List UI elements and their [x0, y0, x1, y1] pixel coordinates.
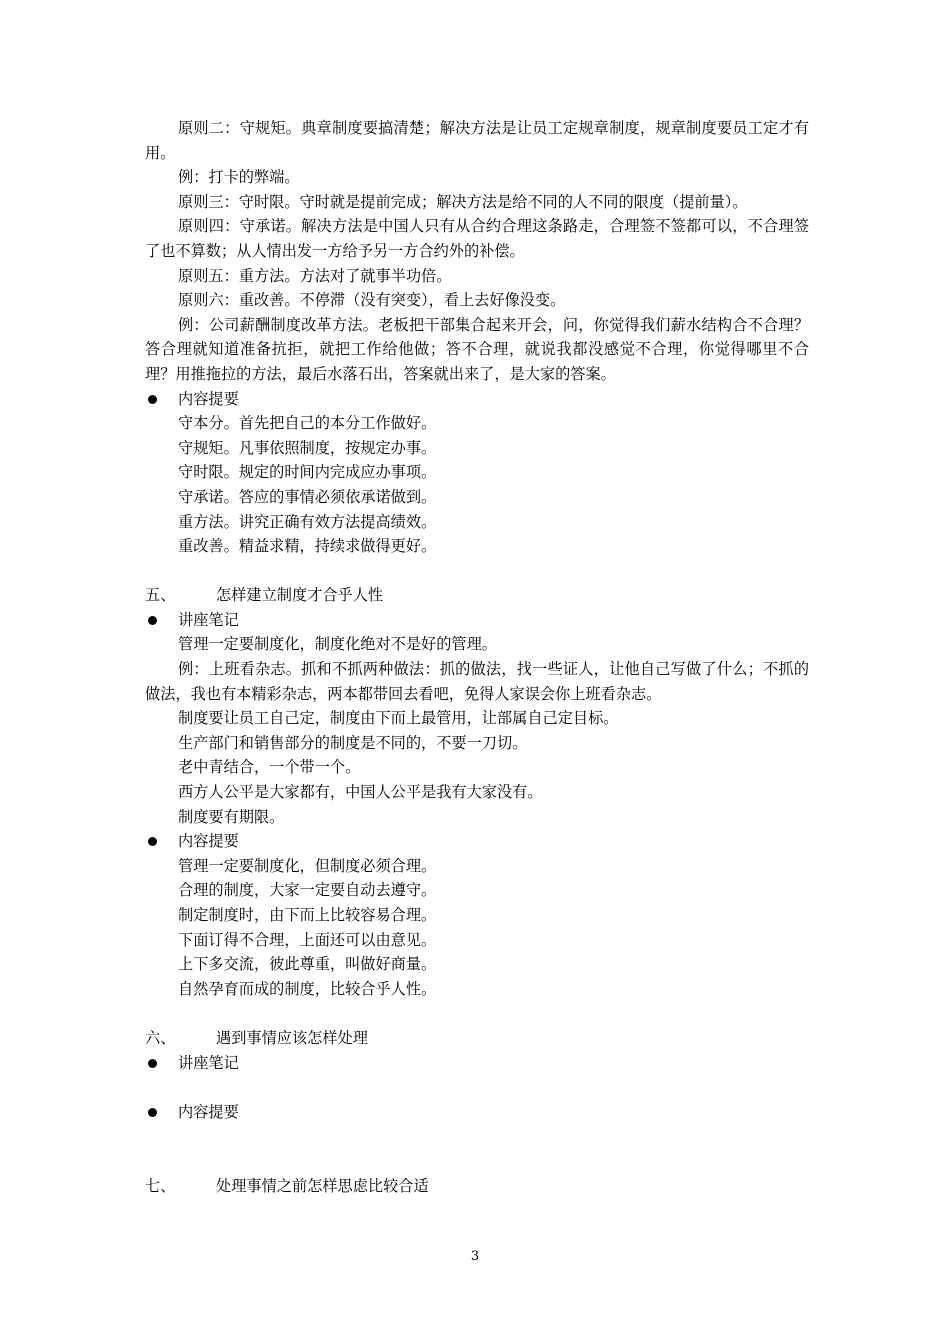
spacer [145, 559, 809, 584]
principle-three: 原则三：守时限。守时就是提前完成；解决方法是给不同的人不同的限度（提前量）。 [178, 192, 748, 211]
note-item: 例：上班看杂志。抓和不抓两种做法：抓的做法，找一些证人，让他自己写做了什么；不抓的做法，我也有本精彩杂志，两本都带回去看吧，免得人家误会你上班看杂志。 [145, 660, 809, 703]
note-item: 生产部门和销售部分的制度是不同的，不要一刀切。 [178, 733, 528, 752]
summary-item: 自然孕育而成的制度，比较合乎人性。 [178, 979, 437, 998]
section-number: 五、 [145, 586, 176, 605]
note-item: 管理一定要制度化，制度化绝对不是好的管理。 [178, 635, 497, 654]
summary-item: 守承诺。答应的事情必须依承诺做到。 [178, 487, 437, 506]
note-item: 制度要有期限。 [178, 807, 285, 826]
bullet-dot-icon [148, 395, 157, 404]
note-item: 老中青结合，一个带一个。 [178, 758, 361, 777]
principle-six: 原则六：重改善。不停滞（没有突变），看上去好像没变。 [178, 291, 566, 310]
section-title: 处理事情之前怎样思虑比较合适 [216, 1176, 429, 1195]
section-title: 怎样建立制度才合乎人性 [216, 586, 384, 605]
summary-item: 管理一定要制度化，但制度必须合理。 [178, 856, 437, 875]
section-heading-5 [145, 583, 809, 608]
example-punch-card: 例：打卡的弊端。 [178, 168, 300, 187]
bullet-summary-5 [145, 829, 809, 854]
summary-item: 上下多交流，彼此尊重，叫做好商量。 [178, 955, 437, 974]
summary-item: 守时限。规定的时间内完成应办事项。 [178, 463, 437, 482]
principle-five: 原则五：重方法。方法对了就事半功倍。 [178, 266, 452, 285]
bullet-label: 讲座笔记 [178, 610, 239, 629]
note-item: 西方人公平是大家都有，中国人公平是我有大家没有。 [178, 783, 543, 802]
principle-four: 原则四：守承诺。解决方法是中国人只有从合约合理这条路走，合理签不签都可以，不合理签了也不算数；从人情出发一方给予另一方合约外的补偿。 [145, 217, 809, 260]
bullet-lecture-notes-5 [145, 608, 809, 633]
section-heading-7 [145, 1174, 809, 1199]
page-content [145, 116, 809, 1198]
bullet-label: 内容提要 [178, 1102, 239, 1121]
bullet-dot-icon [148, 1108, 157, 1117]
page-number: 3 [470, 1249, 480, 1264]
summary-item: 守规矩。凡事依照制度，按规定办事。 [178, 438, 437, 457]
summary-item: 重改善。精益求精，持续求做得更好。 [178, 537, 437, 556]
note-item: 制度要让员工自己定，制度由下而上最管用，让部属自己定目标。 [178, 709, 619, 728]
example-salary-reform: 例：公司薪酬制度改革方法。老板把干部集合起来开会，问，你觉得我们薪水结构合不合理？答合理就知道准备抗拒，就把工作给他做；答不合理，就说我都没感觉不合理，你觉得哪里不合理？用推拖拉的方法，最后水落石出，答案就出来了，是大家的答案。 [145, 315, 809, 383]
bullet-label: 讲座笔记 [178, 1053, 239, 1072]
spacer [145, 1001, 809, 1026]
section-number: 六、 [145, 1028, 176, 1047]
section-heading-6 [145, 1026, 809, 1051]
summary-item: 守本分。首先把自己的本分工作做好。 [178, 414, 437, 433]
bullet-label: 内容提要 [178, 389, 239, 408]
bullet-dot-icon [148, 837, 157, 846]
bullet-dot-icon [148, 1059, 157, 1068]
spacer [145, 1075, 809, 1100]
summary-item: 制定制度时，由下而上比较容易合理。 [178, 906, 437, 924]
bullet-summary-6 [145, 1100, 809, 1125]
section-number: 七、 [145, 1176, 176, 1195]
bullet-lecture-notes-6 [145, 1051, 809, 1076]
section-title: 遇到事情应该怎样处理 [216, 1028, 368, 1047]
principle-two: 原则二：守规矩。典章制度要搞清楚；解决方法是让员工定规章制度，规章制度要员工定才有用。 [145, 119, 809, 162]
spacer [145, 1124, 809, 1173]
summary-item: 下面订得不合理，上面还可以由意见。 [178, 930, 437, 949]
bullet-summary-1 [145, 387, 809, 412]
summary-item: 重方法。讲究正确有效方法提高绩效。 [178, 512, 437, 531]
bullet-dot-icon [148, 616, 157, 625]
bullet-label: 内容提要 [178, 832, 239, 851]
summary-item: 合理的制度，大家一定要自动去遵守。 [178, 881, 437, 900]
